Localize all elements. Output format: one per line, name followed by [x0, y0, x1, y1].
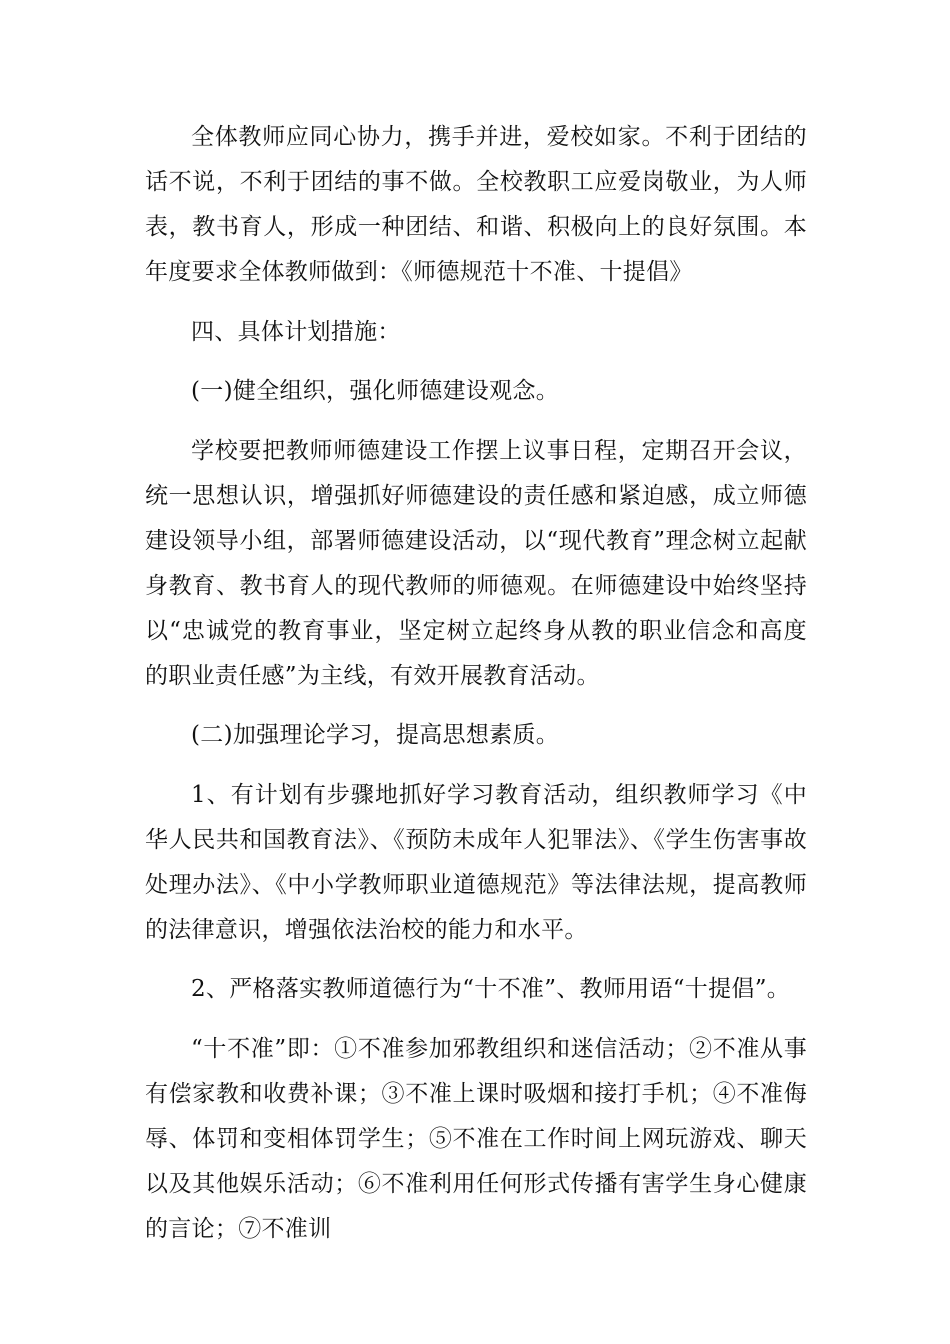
document-body [145, 115, 807, 1266]
paragraph-unity: 全体教师应同心协力，携手并进，爱校如家。不利于团结的话不说，不利于团结的事不做。全校教职工应爱岗敬业，为人师表，教书育人，形成一种团结、和谐、积极向上的良好氛围。本年度要求全体教师做到：《师德规范十不准、十提倡》 [145, 124, 807, 285]
subheading-theory-study: (二)加强理论学习，提高思想素质。 [191, 722, 560, 748]
subheading-organization: (一)健全组织，强化师德建设观念。 [191, 378, 560, 404]
paragraph-ten-prohibitions: “十不准”即：①不准参加邪教组织和迷信活动；②不准从事有偿家教和收费补课；③不准上课时吸烟和接打手机；④不准侮辱、体罚和变相体罚学生；⑤不准在工作时间上网玩游戏、聊天以及其他娱乐活动；⑥不准利用任何形式传播有害学生身心健康的言论；⑦不准训 [145, 1035, 807, 1242]
paragraph-law-study: 1、有计划有步骤地抓好学习教育活动，组织教师学习《中华人民共和国教育法》、《预防未成年人犯罪法》、《学生伤害事故处理办法》、《中小学教师职业道德规范》等法律法规，提高教师的法律意识，增强依法治校的能力和水平。 [145, 781, 807, 943]
section-heading-measures: 四、具体计划措施： [191, 318, 401, 345]
paragraph-ten-rules-intro: 2、严格落实教师道德行为“十不准”、教师用语“十提倡”。 [191, 976, 791, 1002]
paragraph-organization: 学校要把教师师德建设工作摆上议事日程，定期召开会议，统一思想认识，增强抓好师德建设的责任感和紧迫感，成立师德建设领导小组，部署师德建设活动，以“现代教育”理念树立起献身教育、教书育人的现代教师的师德观。在师德建设中始终坚持以“忠诚党的教育事业，坚定树立起终身从教的职业信念和高度的职业责任感”为主线，有效开展教育活动。 [145, 437, 807, 689]
